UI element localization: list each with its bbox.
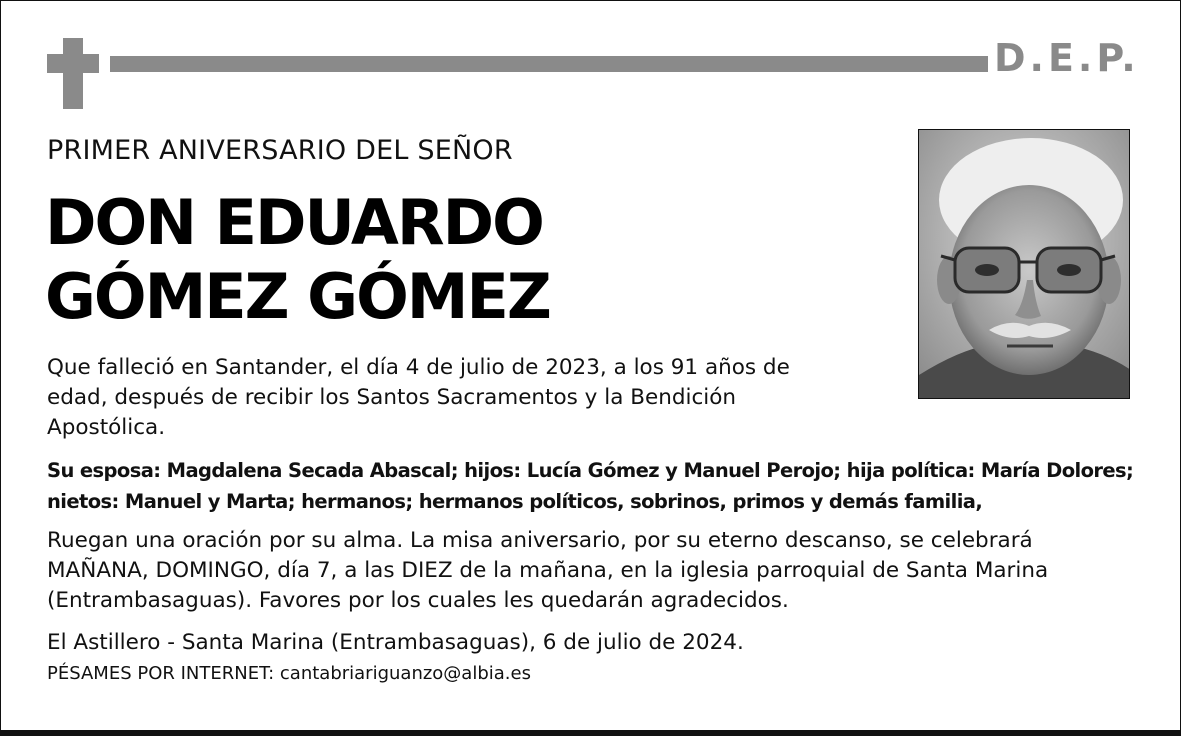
death-paragraph: Que falleció en Santander, el día 4 de julio de 2023, a los 91 años de edad, después de recibir los Santos Sacramentos y la Bendición Apostólica.: [47, 355, 790, 440]
portrait-photo: [918, 129, 1130, 399]
header-rule: [110, 56, 988, 72]
deceased-name-line1: DON EDUARDO: [45, 186, 543, 259]
family-paragraph: Su esposa: Magdalena Secada Abascal; hijos: Lucía Gómez y Manuel Perojo; hija política: María Dolores; nietos: Manuel y Marta; hermanos; hermanos políticos, sobrinos, primos y demás familia,: [47, 459, 1134, 513]
cross-icon: [63, 38, 83, 109]
portrait-image: [919, 130, 1130, 399]
cross-icon-arm: [47, 54, 99, 73]
condolences-line: PÉSAMES POR INTERNET: cantabriariguanzo@albia.es: [47, 663, 531, 684]
mass-paragraph: Ruegan una oración por su alma. La misa aniversario, por su eterno descanso, se celebrará MAÑANA, DOMINGO, día 7, a las DIEZ de la mañana, en la iglesia parroquial de Santa Marina (Entrambasaguas). Favores por los cuales les quedarán agradecidos.: [47, 528, 1049, 613]
deceased-name-line2: GÓMEZ GÓMEZ: [45, 260, 550, 333]
place-date-line: El Astillero - Santa Marina (Entrambasaguas), 6 de julio de 2024.: [47, 630, 744, 655]
notice-subtitle: PRIMER ANIVERSARIO DEL SEÑOR: [47, 135, 513, 166]
dep-label: D.E.P.: [994, 36, 1140, 80]
